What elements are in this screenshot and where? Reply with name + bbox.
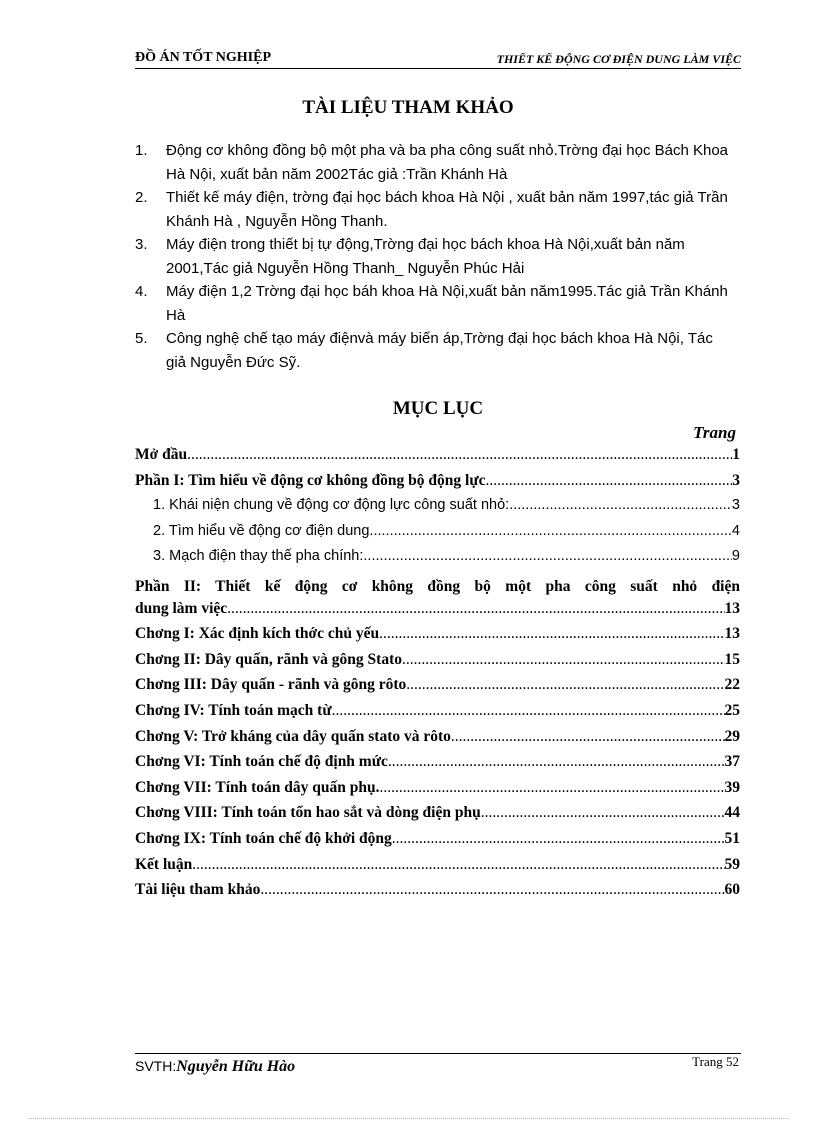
toc-entry-page: 44	[724, 804, 740, 822]
toc-entry	[135, 804, 740, 830]
toc-entry-label: Chơng VIII: Tính toán tổn hao sắt và dòng điện phụ	[135, 804, 481, 822]
toc-entry-label: dung làm việc	[135, 599, 228, 617]
reference-item	[135, 186, 735, 233]
toc-entry	[135, 472, 740, 498]
toc-entry-label: Phần II: Thiết kế động cơ không đồng bộ một pha công suất nhỏ điện	[135, 577, 740, 595]
toc-entry-page: 29	[724, 727, 740, 745]
toc-entry-page: 51	[724, 829, 740, 847]
toc-entry-page: 3	[731, 497, 740, 514]
toc-entry-label: Kết luận	[135, 855, 193, 873]
reference-number: 2.	[135, 189, 148, 206]
reference-number: 5.	[135, 330, 148, 347]
page-footer	[135, 1053, 741, 1075]
toc-entry-page: 1	[732, 446, 740, 463]
toc-entry-page: 22	[724, 676, 740, 694]
toc-entry-page: 15	[724, 650, 740, 668]
toc-entry-label: Chơng VI: Tính toán chế độ định mức	[135, 753, 388, 771]
reference-item	[135, 327, 735, 374]
header-left-title: ĐỒ ÁN TỐT NGHIỆP	[135, 50, 272, 65]
toc-entry-label: Phần I: Tìm hiểu về động cơ không đồng bộ động lực	[135, 471, 486, 489]
toc-entry	[135, 523, 740, 549]
toc-entry	[135, 600, 740, 626]
reference-item	[135, 233, 735, 280]
toc-entry-label: Mở đầu	[135, 446, 188, 463]
toc-entry-label: Chơng IV: Tính toán mạch từ	[135, 701, 332, 719]
toc-entry-label: 3. Mạch điện thay thế pha chính:	[153, 548, 364, 565]
page-edge-divider	[28, 1118, 788, 1119]
student-info	[135, 1058, 295, 1076]
student-name: Nguyễn Hữu Hào	[176, 1058, 296, 1075]
table-of-contents	[135, 446, 740, 907]
toc-page-header: Trang	[693, 423, 736, 442]
toc-entry	[135, 497, 740, 523]
toc-entry-page: 4	[731, 522, 740, 539]
toc-entry	[135, 881, 740, 907]
toc-entry	[135, 548, 740, 574]
toc-entry	[135, 728, 740, 754]
toc-entry-page: 39	[724, 778, 740, 796]
toc-entry	[135, 753, 740, 779]
references-list	[135, 139, 735, 374]
toc-entry	[135, 702, 740, 728]
toc-entry-label: Tài liệu tham khảo	[135, 881, 261, 899]
reference-item	[135, 280, 735, 327]
student-label: SVTH:	[135, 1058, 177, 1074]
reference-text: Động cơ không đồng bộ một pha và ba pha công suất nhỏ.Trờng đại học Bách Khoa Hà Nội, xuất bản năm 2002Tác giả :Trần Khánh Hà	[166, 142, 729, 183]
toc-entry-page: 59	[724, 855, 740, 873]
toc-entry-page: 13	[724, 625, 740, 643]
toc-entry-label: Chơng IX: Tính toán chế độ khởi động	[135, 829, 392, 847]
toc-entry	[135, 651, 740, 677]
reference-text: Máy điện trong thiết bị tự động,Trờng đại học bách khoa Hà Nội,xuất bản năm 2001,Tác giả Nguyễn Hồng Thanh_ Nguyễn Phúc Hải	[166, 236, 685, 277]
reference-text: Công nghệ chế tạo máy điệnvà máy biến áp,Trờng đại học bách khoa Hà Nội, Tác giả Nguyễn Đức Sỹ.	[166, 330, 713, 371]
toc-entry-label: Chơng II: Dây quấn, rãnh và gông Stato	[135, 650, 402, 668]
toc-entry	[135, 446, 740, 472]
toc-entry-page: 37	[724, 753, 740, 771]
toc-entry	[135, 625, 740, 651]
page-number: Trang 52	[692, 1054, 739, 1069]
toc-entry-label: Chơng I: Xác định kích thớc chủ yếu	[135, 625, 380, 643]
reference-number: 1.	[135, 142, 148, 159]
toc-title: MỤC LỤC	[392, 398, 484, 419]
toc-entry-page: 9	[731, 548, 740, 565]
toc-entry-page: 3	[732, 471, 740, 489]
references-title: TÀI LIỆU THAM KHẢO	[302, 97, 514, 118]
toc-entry-label: 2. Tìm hiểu về động cơ điện dung	[153, 522, 370, 539]
toc-entry	[135, 856, 740, 882]
reference-item	[135, 139, 735, 186]
header-right-title: THIẾT KẾ ĐỘNG CƠ ĐIỆN DUNG LÀM VIỆC	[496, 52, 741, 66]
toc-entry-page: 13	[724, 599, 740, 617]
toc-entry	[135, 676, 740, 702]
toc-entry-page: 25	[724, 701, 740, 719]
toc-entry-label: Chơng V: Trở kháng của dây quấn stato và rôto	[135, 727, 451, 745]
reference-number: 3.	[135, 236, 148, 253]
toc-entry-label: Chơng III: Dây quấn - rãnh và gông rôto	[135, 676, 407, 694]
toc-entry-page: 60	[724, 881, 740, 899]
reference-text: Thiết kế máy điện, trờng đại học bách khoa Hà Nội , xuất bản năm 1997,tác giả Trần Khánh Hà , Nguyễn Hồng Thanh.	[166, 189, 728, 230]
toc-entry-label: Chơng VII: Tính toán dây quấn phụ.	[135, 778, 380, 796]
reference-number: 4.	[135, 283, 148, 300]
toc-entry-label: 1. Khái niện chung về động cơ động lực công suất nhỏ:	[153, 497, 510, 514]
reference-text: Máy điện 1,2 Trờng đại học báh khoa Hà Nội,xuất bản năm1995.Tác giả Trần Khánh Hà	[166, 283, 728, 324]
page-header	[135, 50, 741, 69]
toc-entry	[135, 779, 740, 805]
toc-entry	[135, 830, 740, 856]
toc-entry	[135, 574, 740, 600]
